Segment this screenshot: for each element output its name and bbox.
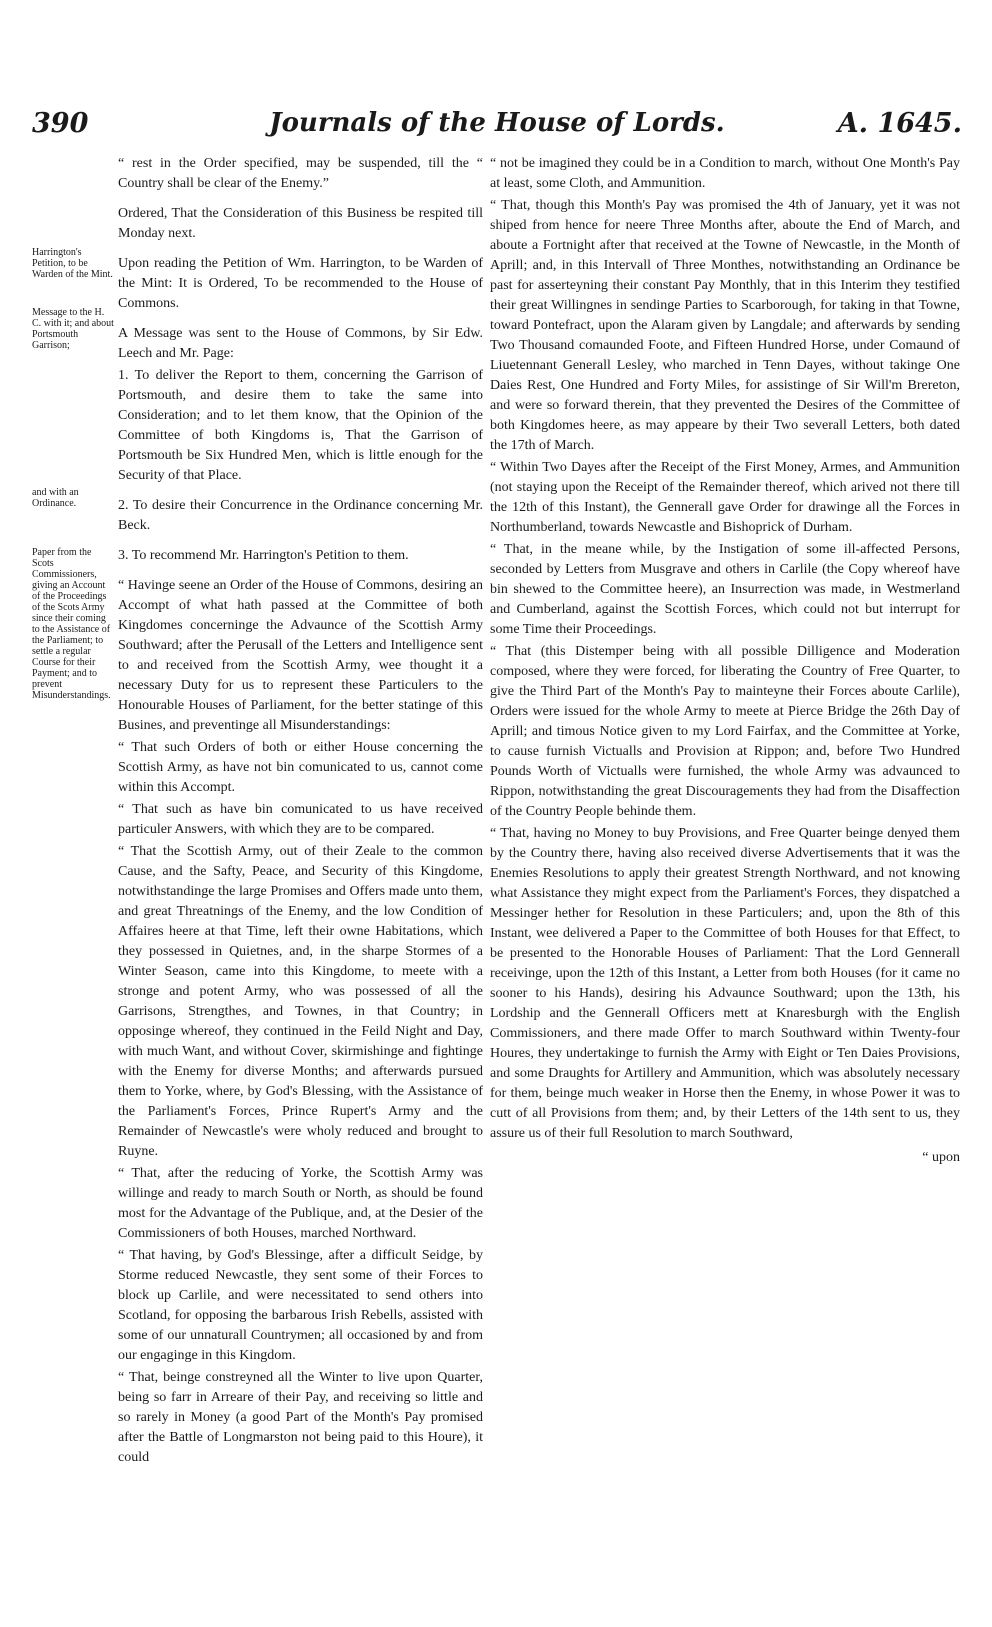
page-header: [32, 108, 962, 152]
paragraph: “ Within Two Dayes after the Receipt of the First Money, Armes, and Ammunition (not staying upon the Receipt of the Remainder thereof, which arived not there till the 12th of this Instant), the Gennerall gave Order for drawinge all the Forces in Northumberland, towards Newcastle and Bishoprick of Durham.: [490, 460, 960, 535]
right-column: [490, 154, 960, 1170]
margin-note: Harrington's Petition, to be Warden of the Mint.: [32, 247, 113, 280]
margin-note: and with an Ordinance.: [32, 487, 79, 509]
paragraph: 1. To deliver the Report to them, concerning the Garrison of Portsmouth, and desire them to take the same into Consideration; and to let them know, that the Opinion of the Committee of both Kingdoms is, That the Garrison of Portsmouth be Six Hundred Men, which is little enough for the Security of that Place.: [118, 368, 483, 483]
page-number: 390: [32, 108, 89, 139]
paragraph: “ That such Orders of both or either House concerning the Scottish Army, as have not bin comunicated to us, cannot come within this Accompt.: [118, 740, 483, 795]
paragraph: “ That, having no Money to buy Provisions, and Free Quarter beinge denyed them by the Country there, having also received diverse Advertisements that it was the Enemies Resolutions to apply their greatest Strength Northward, and not knowing what Assistance they might expect from the Parliament's Forces, they dispatched a Messinger hether for Resolution in these Particulers; and, upon the 8th of this Instant, wee delivered a Paper to the Committee of both Houses for that Effect, to be presented to the Honorable Houses of Parliament: That the Lord Gennerall receivinge, upon the 12th of this Instant, a Letter from both Houses (for it came no sooner to his Hands), desiring his Advaunce Southward; upon the 13th, his Lordship and the Gennerall Officers mett at Knaresburgh with the English Commissioners, and there made Offer to march Southward within Twenty-four Houres, they undertakinge to furnish the Army with Eight or Ten Daies Provisions, and some Draughts for Artillery and Ammunition, which was absolutely necessary for them, beinge much weaker in Horse then the Enemy, in whose Power it was to cutt of all Provisions from them; and, by their Letters of the 14th sent to us, they assure us of their full Resolution to march Southward,: [490, 826, 960, 1141]
paragraph: 3. To recommend Mr. Harrington's Petition to them.: [118, 548, 409, 563]
margin-note: Message to the H. C. with it; and about Portsmouth Garrison;: [32, 307, 114, 351]
paragraph: “ That, beinge constreyned all the Winter to live upon Quarter, being so farr in Arreare of their Pay, and receiving so little and so rarely in Money (a good Part of the Month's Pay promised after the Battle of Longmarston not being paid to this Houre), it could: [118, 1370, 483, 1465]
catchword: “ upon: [922, 1150, 960, 1165]
paragraph: “ That, though this Month's Pay was promised the 4th of January, yet it was not shiped from hence for neere Three Months after, aboute the End of March, and aboute a Fortnight after that received at the Towne of Newcastle, in the Month of Aprill; and, in this Intervall of Three Monthes, notwithstanding an Ordinance be past for asserteyning their constant Pay Monthly, that in this Interim they testified their great Willingnes in sendinge Parties to Scarborough, for taking in that Towne, toward Pontefract, upon the Alaram given by Langdale; and afterwards by sending Two Thousand comaunded Foote, and Fifteen Hundred Horse, under Comaund of Liuetennant Generall Lesley, who marched in Tenn Dayes, without takinge One Daies Rest, One Hundred and Forty Miles, for assistinge of Sir Will'm Brereton, and were so forward therein, that they prevented the Desires of the Committee of both Kingdomes heere, as may appeare by their Two severall Letters, both dated the 17th of March.: [490, 198, 960, 453]
paragraph: “ not be imagined they could be in a Condition to march, without One Month's Pay at least, some Cloth, and Ammunition.: [490, 156, 960, 191]
left-column: [118, 154, 483, 1470]
paragraph: 2. To desire their Concurrence in the Ordinance concerning Mr. Beck.: [118, 498, 483, 533]
paragraph: “ rest in the Order specified, may be suspended, till the “ Country shall be clear of the Enemy.”: [118, 156, 483, 191]
paragraph: “ Havinge seene an Order of the House of Commons, desiring an Accompt of what hath passed at the Committee of both Kingdomes concerninge the Advaunce of the Scottish Army Southward; after the Perusall of the Letters and Intelligence sent to and received from the Scottish Army, wee thought it a necessary Duty for us to represent these Particulers to the Honourable Houses of Parliament, for the better statinge of this Busines, and preventinge all Misunderstandings:: [118, 578, 483, 733]
paragraph: “ That (this Distemper being with all possible Dilligence and Moderation composed, where they were forced, for liberating the Country of Free Quarter, to give the Third Part of the Month's Pay to mainteyne their Forces aboute Carlile), Orders were issued for the whole Army to meete at Pierce Bridge the 26th Day of Aprill; and timous Notice given to my Lord Fairfax, and the Committee at Yorke, to cause furnish Victualls and Provision at Rippon; and, before Two Hundred Pounds Worth of Victualls were furnished, the whole Army was advaunced to Rippon, notwithstanding the great Discouragements they had from the Disaffection of the Country People behinde them.: [490, 644, 960, 819]
paragraph: A Message was sent to the House of Commons, by Sir Edw. Leech and Mr. Page:: [118, 326, 483, 361]
year-label: A. 1645.: [837, 108, 962, 139]
running-title: Journals of the House of Lords.: [269, 108, 725, 138]
paragraph: “ That having, by God's Blessinge, after a difficult Seidge, by Storme reduced Newcastle, they sent some of their Forces to block up Carlile, and were necessitated to send others into Scotland, for opposing the barbarous Irish Rebells, assisted with some of our unnaturall Countrymen; all occasioned by and from our engaginge in this Kingdom.: [118, 1248, 483, 1363]
paragraph: “ That the Scottish Army, out of their Zeale to the common Cause, and the Safty, Peace, and Security of this Kingdome, notwithstandinge the large Promises and Offers made unto them, and great Threatnings of the Enemy, and the low Condition of Affaires heere at that Time, left their owne Habitations, which they possessed in Quietnes, and, in the sharpe Stormes of a Winter Season, came into this Kingdome, to meete with a stronge and potent Army, who was possessed of all the Garrisons, Strengthes, and Townes, in that Country; in opposinge whereof, they continued in the Feild Night and Day, with much Want, and without Cover, skirmishinge and fightinge with the Enemy for diverse Months; and afterwards pursued them to Yorke, where, by God's Blessing, with the Assistance of the Parliament's Forces, Prince Rupert's Army and the Remainder of Newcastle's were wholy reduced and brought to Ruyne.: [118, 844, 483, 1159]
paragraph: “ That, after the reducing of Yorke, the Scottish Army was willinge and ready to march South or North, as should be found most for the Advantage of the Publique, and, at the Desier of the Commissioners of both Houses, marched Northward.: [118, 1166, 483, 1241]
paragraph: Ordered, That the Consideration of this Business be respited till Monday next.: [118, 206, 483, 241]
paragraph: Upon reading the Petition of Wm. Harrington, to be Warden of the Mint: It is Ordered, To be recommended to the House of Commons.: [118, 256, 483, 311]
paragraph: “ That such as have bin comunicated to us have received particuler Answers, with which they are to be compared.: [118, 802, 483, 837]
paragraph: “ That, in the meane while, by the Instigation of some ill-affected Persons, seconded by Letters from Musgrave and others in Carlile (the Copy whereof have bin shewed to the Committee heere), an Insurrection was made, in Westmerland and Cumberland, against the Scottish Forces, which could not but interrupt for some Time their Proceedings.: [490, 542, 960, 637]
margin-note: Paper from the Scots Commissioners, giving an Account of the Proceedings of the Scots Army since their coming to the Assistance of the Parliament; to settle a regular Course for their Payment; and to prevent Misunderstandings.: [32, 547, 111, 701]
